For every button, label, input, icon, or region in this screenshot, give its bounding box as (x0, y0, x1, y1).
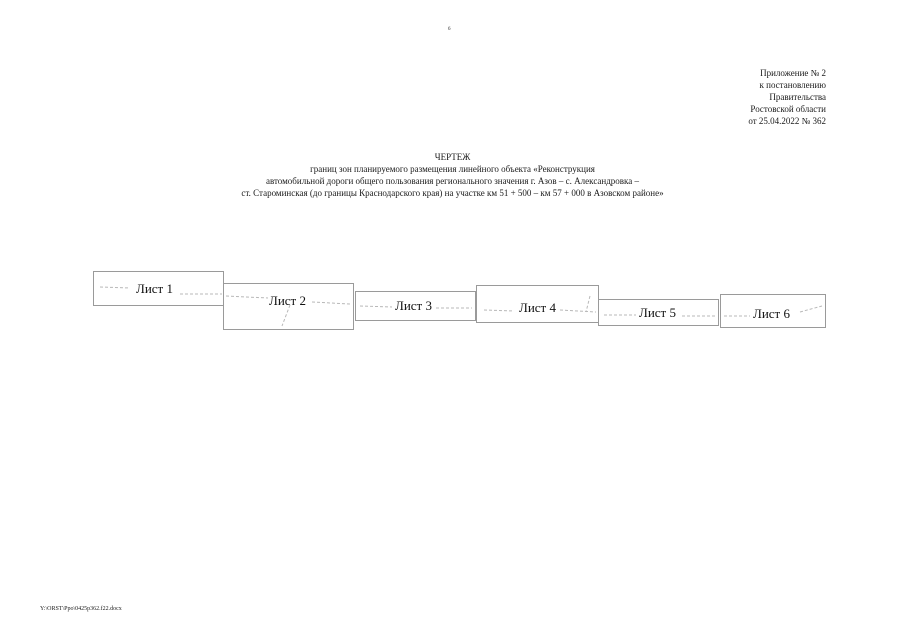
drawing-subtitle-line: ст. Староминская (до границы Краснодарского края) на участке км 51 + 500 – км 57 + 000 в Азовском районе» (241, 188, 664, 198)
appendix-line: от 25.04.2022 № 362 (748, 116, 826, 126)
sheet-3-label: Лист 3 (395, 298, 432, 313)
appendix-line: к постановлению (759, 80, 826, 90)
sheet-6-label: Лист 6 (753, 306, 790, 321)
appendix-line: Приложение № 2 (760, 68, 826, 78)
appendix-line: Правительства (769, 92, 826, 102)
sheet-5-label: Лист 5 (639, 305, 676, 320)
drawing-title: ЧЕРТЕЖ (434, 152, 471, 162)
sheet-4-label: Лист 4 (519, 300, 556, 315)
drawing-title-block (150, 151, 755, 199)
appendix-header (626, 67, 826, 127)
page-number: 6 (448, 27, 451, 32)
drawing-subtitle-line: автомобильной дороги общего пользования регионального значения г. Азов – с. Александровка – (265, 176, 640, 186)
sheet-1-label: Лист 1 (136, 281, 173, 296)
footer-file-path: Y:\ORST\Ppo\0425p362.f22.docx (40, 606, 122, 612)
sheet-2-label: Лист 2 (269, 293, 306, 308)
drawing-subtitle-line: границ зон планируемого размещения линейного объекта «Реконструкция (310, 164, 595, 174)
appendix-line: Ростовской области (750, 104, 826, 114)
